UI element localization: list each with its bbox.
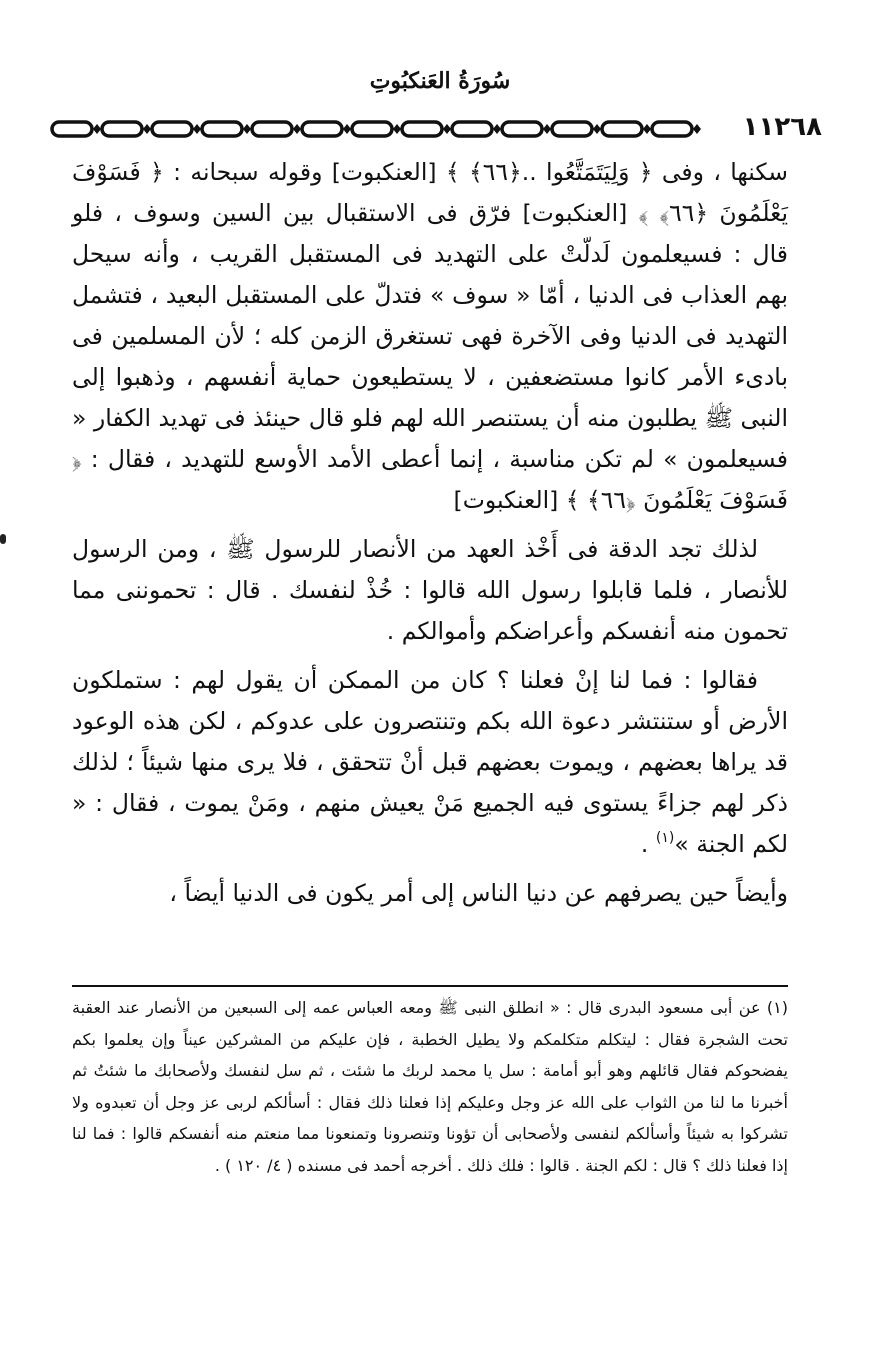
- chain-link: [502, 122, 542, 136]
- chain-diamond: [593, 124, 601, 134]
- chain-link: [402, 122, 442, 136]
- chain-link: [552, 122, 592, 136]
- chain-diamond: [193, 124, 201, 134]
- chain-diamond: [393, 124, 401, 134]
- paragraph: وأيضاً حين يصرفهم عن دنيا الناس إلى أمر يكون فى الدنيا أيضاً ،: [169, 879, 788, 907]
- chain-diamond: [693, 124, 701, 134]
- chain-diamond: [643, 124, 651, 134]
- paragraph-text: فقالوا : فما لنا إنْ فعلنا ؟ كان من الممكن أن يقول لهم : ستملكون الأرض أو ستنتشر دعوة الله بكم وتنتصرون على عدوكم ، لكن هذه الوعود قد يراها بعضهم ، ويموت بعضهم قبل أنْ تتحقق ، فلا يرى منها شيئاً ؛ لذلك ذكر لهم جزاءً يستوى فيه الجميع مَنْ يعيش منهم ، ومَنْ يموت ، فقال : « لكم الجنة »: [72, 666, 788, 858]
- paragraph: سكنها ، وفى ﴿ وَلِيَتَمَتَّعُوا ..﴿٦٦﴾ ﴾ [العنكبوت] وقوله سبحانه : ﴿ فَسَوْفَ يَعْلَمُونَ ﴿٦٦﴾ ﴾ [العنكبوت] فرّق فى الاستقبال بين السين وسوف ، فلو قال : فسيعلمون لَدلّتْ على التهديد فى المستقبل القريب ، وأنه سيحل بهم العذاب فى الدنيا ، أمّا « سوف » فتدلّ على المستقبل البعيد ، فتشمل التهديد فى الدنيا وفى الآخرة فهى تستغرق الزمن كله ؛ لأن المسلمين فى بادىء الأمر كانوا مستضعفين ، لا يستطيعون حماية أنفسهم ، وذهبوا إلى النبى ﷺ يطلبون منه أن يستنصر الله لهم فلو قال حينئذ فى تهديد الكفار « فسيعلمون » لم تكن مناسبة ، إنما أعطى الأمد الأوسع للتهديد ، فقال : ﴿ فَسَوْفَ يَعْلَمُونَ ﴿٦٦﴾ ﴾ [العنكبوت]: [72, 158, 788, 514]
- page-number: ١١٢٦٨: [742, 112, 822, 142]
- chain-diamond: [543, 124, 551, 134]
- main-text: [72, 152, 788, 914]
- chain-diamond: [243, 124, 251, 134]
- chain-diamond: [143, 124, 151, 134]
- paragraph: لذلك تجد الدقة فى أَخْذ العهد من الأنصار للرسول ﷺ ، ومن الرسول للأنصار ، فلما قابلوا رسول الله قالوا : خُذْ لنفسك . قال : تحموننى مما تحمون منه أنفسكم وأعراضكم وأموالكم .: [72, 535, 788, 645]
- chain-diamond: [293, 124, 301, 134]
- chain-link: [252, 122, 292, 136]
- chain-link: [102, 122, 142, 136]
- chain-link: [202, 122, 242, 136]
- chain-link: [602, 122, 642, 136]
- chain-link: [652, 122, 692, 136]
- surah-title: سُورَةُ العَنكبُوتِ: [369, 68, 511, 94]
- footnotes: [72, 992, 788, 1181]
- chain-diamond: [343, 124, 351, 134]
- ornamental-border: [48, 114, 722, 144]
- chain-diamond: [93, 124, 101, 134]
- chain-link: [352, 122, 392, 136]
- chain-link: [52, 122, 92, 136]
- footnote-marker: (١): [655, 830, 675, 846]
- footnote: (١) عن أبى مسعود البدرى قال : « انطلق النبى ﷺ ومعه العباس عمه إلى السبعين من الأنصار عند العقبة تحت الشجرة فقال : ليتكلم متكلمكم ولا يطيل الخطبة ، فإن عليكم من المشركين عيناً وإن يعلموا بكم يفضحوكم فقال قائلهم وهو أبو أمامة : سل يا محمد لربك ما شئت ، ثم سل لنفسك ولأصحابك ما شئتُ ثم أخبرنا ما لنا من الثواب على الله عز وجل وعليكم إذا فعلنا ذلك فقال : أسألكم لربى عز وجل أن تعبدوه ولا تشركوا به شيئاً وأسألكم لنفسى ولأصحابى أن تؤونا وتنصرونا وتمنعونا مما منعتم منه أنفسكم قالوا : فما لنا إذا فعلنا ذلك ؟ قال : لكم الجنة . قالوا : فلك ذلك . أخرجه أحمد فى مسنده ( ٤/ ١٢٠ ) .: [72, 998, 788, 1175]
- chain-diamond: [443, 124, 451, 134]
- paragraph: فقالوا : فما لنا إنْ فعلنا ؟ كان من الممكن أن يقول لهم : ستملكون الأرض أو ستنتشر دعوة الله بكم وتنتصرون على عدوكم ، لكن هذه الوعود قد يراها بعضهم ، ويموت بعضهم قبل أنْ تتحقق ، فلا يرى منها شيئاً ؛ لذلك ذكر لهم جزاءً يستوى فيه الجميع مَنْ يعيش منهم ، ومَنْ يموت ، فقال : « لكم الجنة »$^{(١)}$ .: [72, 666, 788, 858]
- chain-link: [302, 122, 342, 136]
- chain-link: [152, 122, 192, 136]
- footnote-divider: [72, 985, 788, 987]
- margin-mark: [0, 534, 6, 544]
- chain-diamond: [493, 124, 501, 134]
- chain-link: [452, 122, 492, 136]
